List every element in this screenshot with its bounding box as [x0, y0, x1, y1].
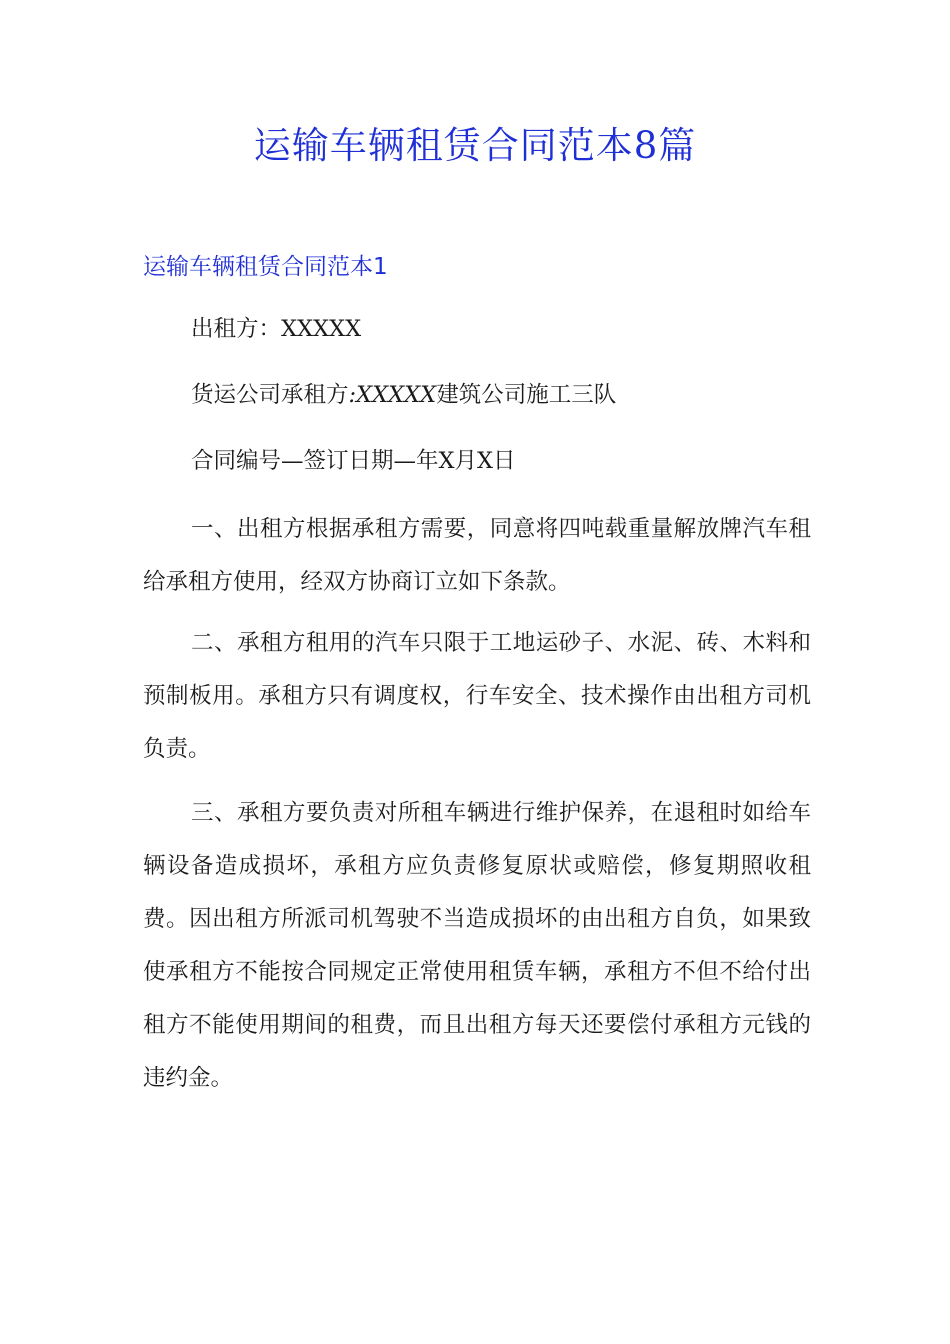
clause-2: 二、承租方租用的汽车只限于工地运砂子、水泥、砖、木料和预制板用。承租方只有调度权，行车安全、技术操作由出租方司机负责。	[143, 630, 811, 762]
lessee-line-prefix: 货运公司承租方	[191, 382, 349, 408]
clause-1: 一、出租方根据承租方需要，同意将四吨载重量解放牌汽车租给承租方使用，经双方协商订立如下条款。	[143, 516, 811, 595]
lessee-line-name: :XXXXX	[348, 382, 437, 408]
section-heading: 运输车辆租赁合同范本1	[143, 254, 388, 280]
lessee-line	[143, 369, 811, 422]
lessor-line: 出租方：XXXXX	[191, 316, 362, 342]
lessee-line-suffix: 建筑公司施工三队	[436, 382, 617, 408]
clause-3: 三、承租方要负责对所租车辆进行维护保养，在退租时如给车辆设备造成损坏，承租方应负责修复原状或赔偿，修复期照收租费。因出租方所派司机驾驶不当造成损坏的由出租方自负，如果致使承租方不能按合同规定正常使用租赁车辆，承租方不但不给付出租方不能使用期间的租费，而且出租方每天还要偿付承租方元钱的违约金。	[143, 800, 811, 1091]
contract-number-line: 合同编号—签订日期—年X月X日	[191, 448, 516, 474]
document-title: 运输车辆租赁合同范本8篇	[253, 124, 697, 167]
